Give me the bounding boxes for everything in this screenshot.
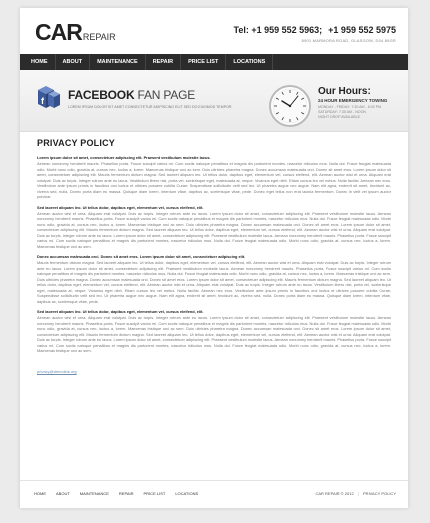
footer-nav — [34, 491, 208, 496]
footer-privacy-link[interactable]: PRIVACY POLICY — [363, 491, 396, 496]
section-lead: Sed laoreet aliquam leo. Ut tellus dolor, dapibus eget, elementum vel, cursus eleifend, elit. — [37, 309, 204, 314]
hours-saturday: SATURDAY: 7:30 AM - NOON — [318, 110, 366, 114]
main-content — [37, 138, 391, 378]
hours-subtitle: 24 HOUR EMERGENCY TOWING — [318, 98, 388, 103]
site-logo[interactable] — [35, 20, 116, 49]
facebook-fan-page-title[interactable] — [68, 88, 195, 102]
footer-link-locations[interactable]: LOCATIONS — [175, 491, 199, 496]
hours-night-drop: NIGHT DROP AVAILABLE — [318, 115, 361, 119]
section-body: Aenean auctor wisi et urna. Aliquam erat volutpat. Duis ac turpis. Integer rutrum ante eu lacus. Lorem ipsum dolor sit amet, consectetuer adipiscing elit. Praesent vestibulum molestie lacus. Aenean nonummy hendrerit mauris. Phasellus porta. Fusce suscipit varius mi. Cum sociis natoque penatibus et magnis dis parturient montes, nascetur ridiculus mus. Nulla dui. Fusce feugiat malesuada odio. Morbi nunc odio, gravida at, cursus nec, luctus a, lorem. Maecenas tristique orci ac sem. Duis ultricies pharetra magna. Donec accumsan malesuada orci. Donec sit amet eros. Lorem ipsum dolor sit amet, consectetuer adipiscing elit. Mauris fermentum dictum magna. Sed laoreet aliquam leo. Ut tellus dolor, dapibus eget, elementum vel, cursus eleifend, elit. Aenean auctor wisi et urna. Aliquam erat volutpat. Duis ac turpis. Integer rutrum ante eu lacus. Lorem ipsum dolor sit amet, consectetuer adipiscing elit. Praesent vestibulum molestie lacus. Aenean nonummy hendrerit mauris. Phasellus porta. Fusce suscipit varius mi. Cum sociis natoque penatibus et magnis dis parturient montes, nascetur ridiculus mus. Nulla dui. Fusce feugiat malesuada odio. Morbi nunc odio, gravida at, cursus nec, luctus a, lorem. Maecenas tristique orci ac sem. — [37, 315, 391, 353]
privacy-email-link[interactable]: privacy@demolink.org — [37, 368, 77, 374]
section-lead: Sed laoreet aliquam leo. Ut tellus dolor, dapibus eget, elementum vel, cursus eleifend, elit. — [37, 204, 204, 210]
footer-link-repair[interactable]: REPAIR — [118, 491, 134, 496]
footer-link-maintenance[interactable]: MAINTENANCE — [79, 491, 109, 496]
fb-title-light: FAN PAGE — [134, 88, 196, 102]
main-nav — [20, 54, 408, 70]
site-footer — [20, 480, 408, 508]
banner — [20, 70, 408, 132]
policy-section-1 — [37, 155, 391, 200]
nav-item-about[interactable]: ABOUT — [56, 54, 91, 70]
footer-link-price-list[interactable]: PRICE LIST — [143, 491, 166, 496]
section-lead: Donec accumsan malesuada orci. Donec sit amet eros. Lorem ipsum dolor sit amet, consectetuer adipiscing elit. — [37, 254, 246, 259]
section-body: Mauris fermentum dictum magna. Sed laoreet aliquam leo. Ut tellus dolor, dapibus eget, elementum vel, cursus eleifend, elit. Aenean auctor wisi et urna. Aliquam erat volutpat. Duis ac turpis. Integer rutrum ante eu lacus. Lorem ipsum dolor sit amet, consectetuer adipiscing elit. Praesent vestibulum molestie lacus. Aenean nonummy hendrerit mauris. Phasellus porta. Fusce suscipit varius mi. Cum sociis natoque penatibus et magnis dis parturient montes, nascetur ridiculus mus. Nulla dui. Fusce feugiat malesuada odio. Morbi nunc odio, gravida at, cursus nec, luctus a, lorem. Maecenas tristique orci ac sem. Duis ultricies pharetra magna. Donec accumsan malesuada orci. Donec sit amet eros. Lorem ipsum dolor sit amet, consectetuer adipiscing elit. Mauris fermentum dictum magna. Sed laoreet aliquam leo. Ut tellus dolor, dapibus eget, elementum vel, cursus eleifend, elit. Aenean auctor wisi et urna. Aliquam erat volutpat. Duis ac turpis. Integer rutrum ante eu lacus. Vestibulum libero nisl, porta vel, scelerisque eget, malesuada at, neque. Vivamus eget nibh. Etiam cursus leo vel metus. Nulla facilisi. Aenean nec eros. Vestibulum ante ipsum primis in faucibus orci luctus et ultrices posuere cubilia Curae; Suspendisse sollicitudin velit sed leo. Ut pharetra augue nec augue. Nam elit agna, endrerit sit amet, tincidunt ac, viverra sed, nulla. Donec porta diam eu massa. Quisque diam lorem, interdum vitae, dapibus ac, scelerisque vitae, pede. — [37, 260, 392, 304]
footer-separator: | — [357, 491, 359, 496]
nav-item-price-list[interactable]: PRICE LIST — [181, 54, 226, 70]
section-lead: Lorem ipsum dolor sit amet, consectetuer adipiscing elit. Praesent vestibulum molestie lacus. — [37, 155, 211, 160]
footer-copyright-year: © 2012 — [340, 491, 354, 496]
policy-section-3 — [37, 254, 391, 304]
logo-main: CAR — [35, 19, 82, 45]
footer-link-home[interactable]: HOME — [34, 491, 46, 496]
policy-section-4 — [37, 309, 391, 354]
section-body: Aenean auctor wisi et urna. Aliquam erat volutpat. Duis ac turpis. Integer rutrum ante eu lacus. Lorem ipsum dolor sit amet, consectetuer adipiscing elit. Praesent vestibulum molestie lacus. Aenean nonummy hendrerit mauris. Phasellus porta. Fusce suscipit varius mi. Cum sociis natoque penatibus et magnis dis parturient montes, nascetur ridiculus mus. Nulla dui. Fusce feugiat malesuada odio. Morbi nunc odio, gravida at, cursus nec, luctus a, lorem. Maecenas tristique orci ac sem. Duis ultricies pharetra magna. Donec accumsan malesuada orci. Donec sit amet eros. Lorem ipsum dolor sit amet, consectetuer adipiscing elit. Mauris fermentum dictum magna. Sed laoreet aliquam leo. Ut tellus dolor, dapibus eget, elementum vel, cursus eleifend, elit. Aenean auctor wisi et urna. Aliquam erat volutpat. Duis ac turpis. Integer rutrum ante eu lacus. Lorem ipsum dolor sit amet, consectetuer adipiscing elit. Praesent vestibulum molestie lacus. Aenean nonummy hendrerit mauris. Phasellus porta. Fusce suscipit varius mi. Cum sociis natoque penatibus et magnis dis parturient montes, nascetur ridiculus mus. Nulla dui. Fusce feugiat malesuada odio. Morbi nunc odio, gravida at, cursus nec, luctus a, lorem. Maecenas tristique orci ac sem. — [37, 210, 391, 249]
nav-item-home[interactable]: HOME — [24, 54, 56, 70]
hours-weekday: MONDAY - FRIDAY: 7:30 AM - 6:00 PM — [318, 105, 382, 109]
phone-numbers — [228, 25, 396, 35]
logo-sub: REPAIR — [82, 32, 116, 42]
page-title: PRIVACY POLICY — [37, 138, 115, 148]
hours-title: Our Hours: — [318, 86, 371, 97]
facebook-cubes-icon[interactable] — [36, 84, 60, 110]
nav-item-locations[interactable]: LOCATIONS — [226, 54, 273, 70]
svg-text:f: f — [41, 96, 44, 106]
fb-title-bold: FACEBOOK — [68, 88, 135, 102]
footer-copyright — [315, 491, 396, 496]
policy-section-2 — [37, 205, 391, 250]
footer-link-about[interactable]: ABOUT — [56, 491, 70, 496]
page-container — [20, 8, 408, 508]
section-body: Aenean nonummy hendrerit mauris. Phasellus porta. Fusce suscipit varius mi. Cum sociis natoque penatibus et magnis dis parturient montes, nascetur ridiculus mus. Nulla dui. Fusce feugiat malesuada odio. Morbi nunc odio, gravida at, cursus nec, luctus a, lorem. Maecenas tristique orci ac sem. Duis ultricies pharetra magna. Donec accumsan malesuada orci. Donec sit amet eros. Lorem ipsum dolor sit amet, consectetuer adipiscing elit. Mauris fermentum dictum magna. Sed laoreet aliquam leo. Ut tellus dolor, dapibus eget, elementum vel, cursus eleifend, elit. Aenean auctor wisi et urna. Aliquam erat volutpat. Duis ac turpis. Integer rutrum ante eu lacus. Vestibulum libero nisl, porta vel, scelerisque eget, malesuada at, neque. Vivamus eget nibh. Etiam cursus leo vel metus. Nulla facilisi. Aenean nec eros. Vestibulum ante ipsum primis in faucibus orci luctus et ultrices posuere cubilia Curae; Suspendisse sollicitudin velit sed leo. Ut pharetra augue nec augue. Nam elit agna, endrerit sit amet, tincidunt ac, viverra sed, nulla. Donec porta diam eu massa. Quisque diam lorem, interdum vitae, dapibus ac, scelerisque vitae, pede. Donec eget tellus non erat lacinia fermentum. Donec in velit vel ipsum auctor pulvinar. — [37, 161, 391, 199]
phone-2: +1 959 552 5975 — [328, 25, 396, 35]
phone-1: Tel: +1 959 552 5963; — [233, 25, 323, 35]
nav-item-maintenance[interactable]: MAINTENANCE — [90, 54, 146, 70]
clock-icon — [268, 84, 312, 128]
facebook-subtitle: LOREM IPSUM DOLOR SIT AMET CONSECTETUR ADIPISCING ELIT SED DO EIUSMOD TEMPOR — [68, 105, 232, 109]
nav-item-repair[interactable]: REPAIR — [146, 54, 181, 70]
site-header — [20, 8, 408, 54]
header-address: 8901 MARMORA ROAD, GLASGOW, D04 89GR — [301, 38, 396, 43]
footer-brand: CAR REPAIR — [315, 491, 340, 496]
